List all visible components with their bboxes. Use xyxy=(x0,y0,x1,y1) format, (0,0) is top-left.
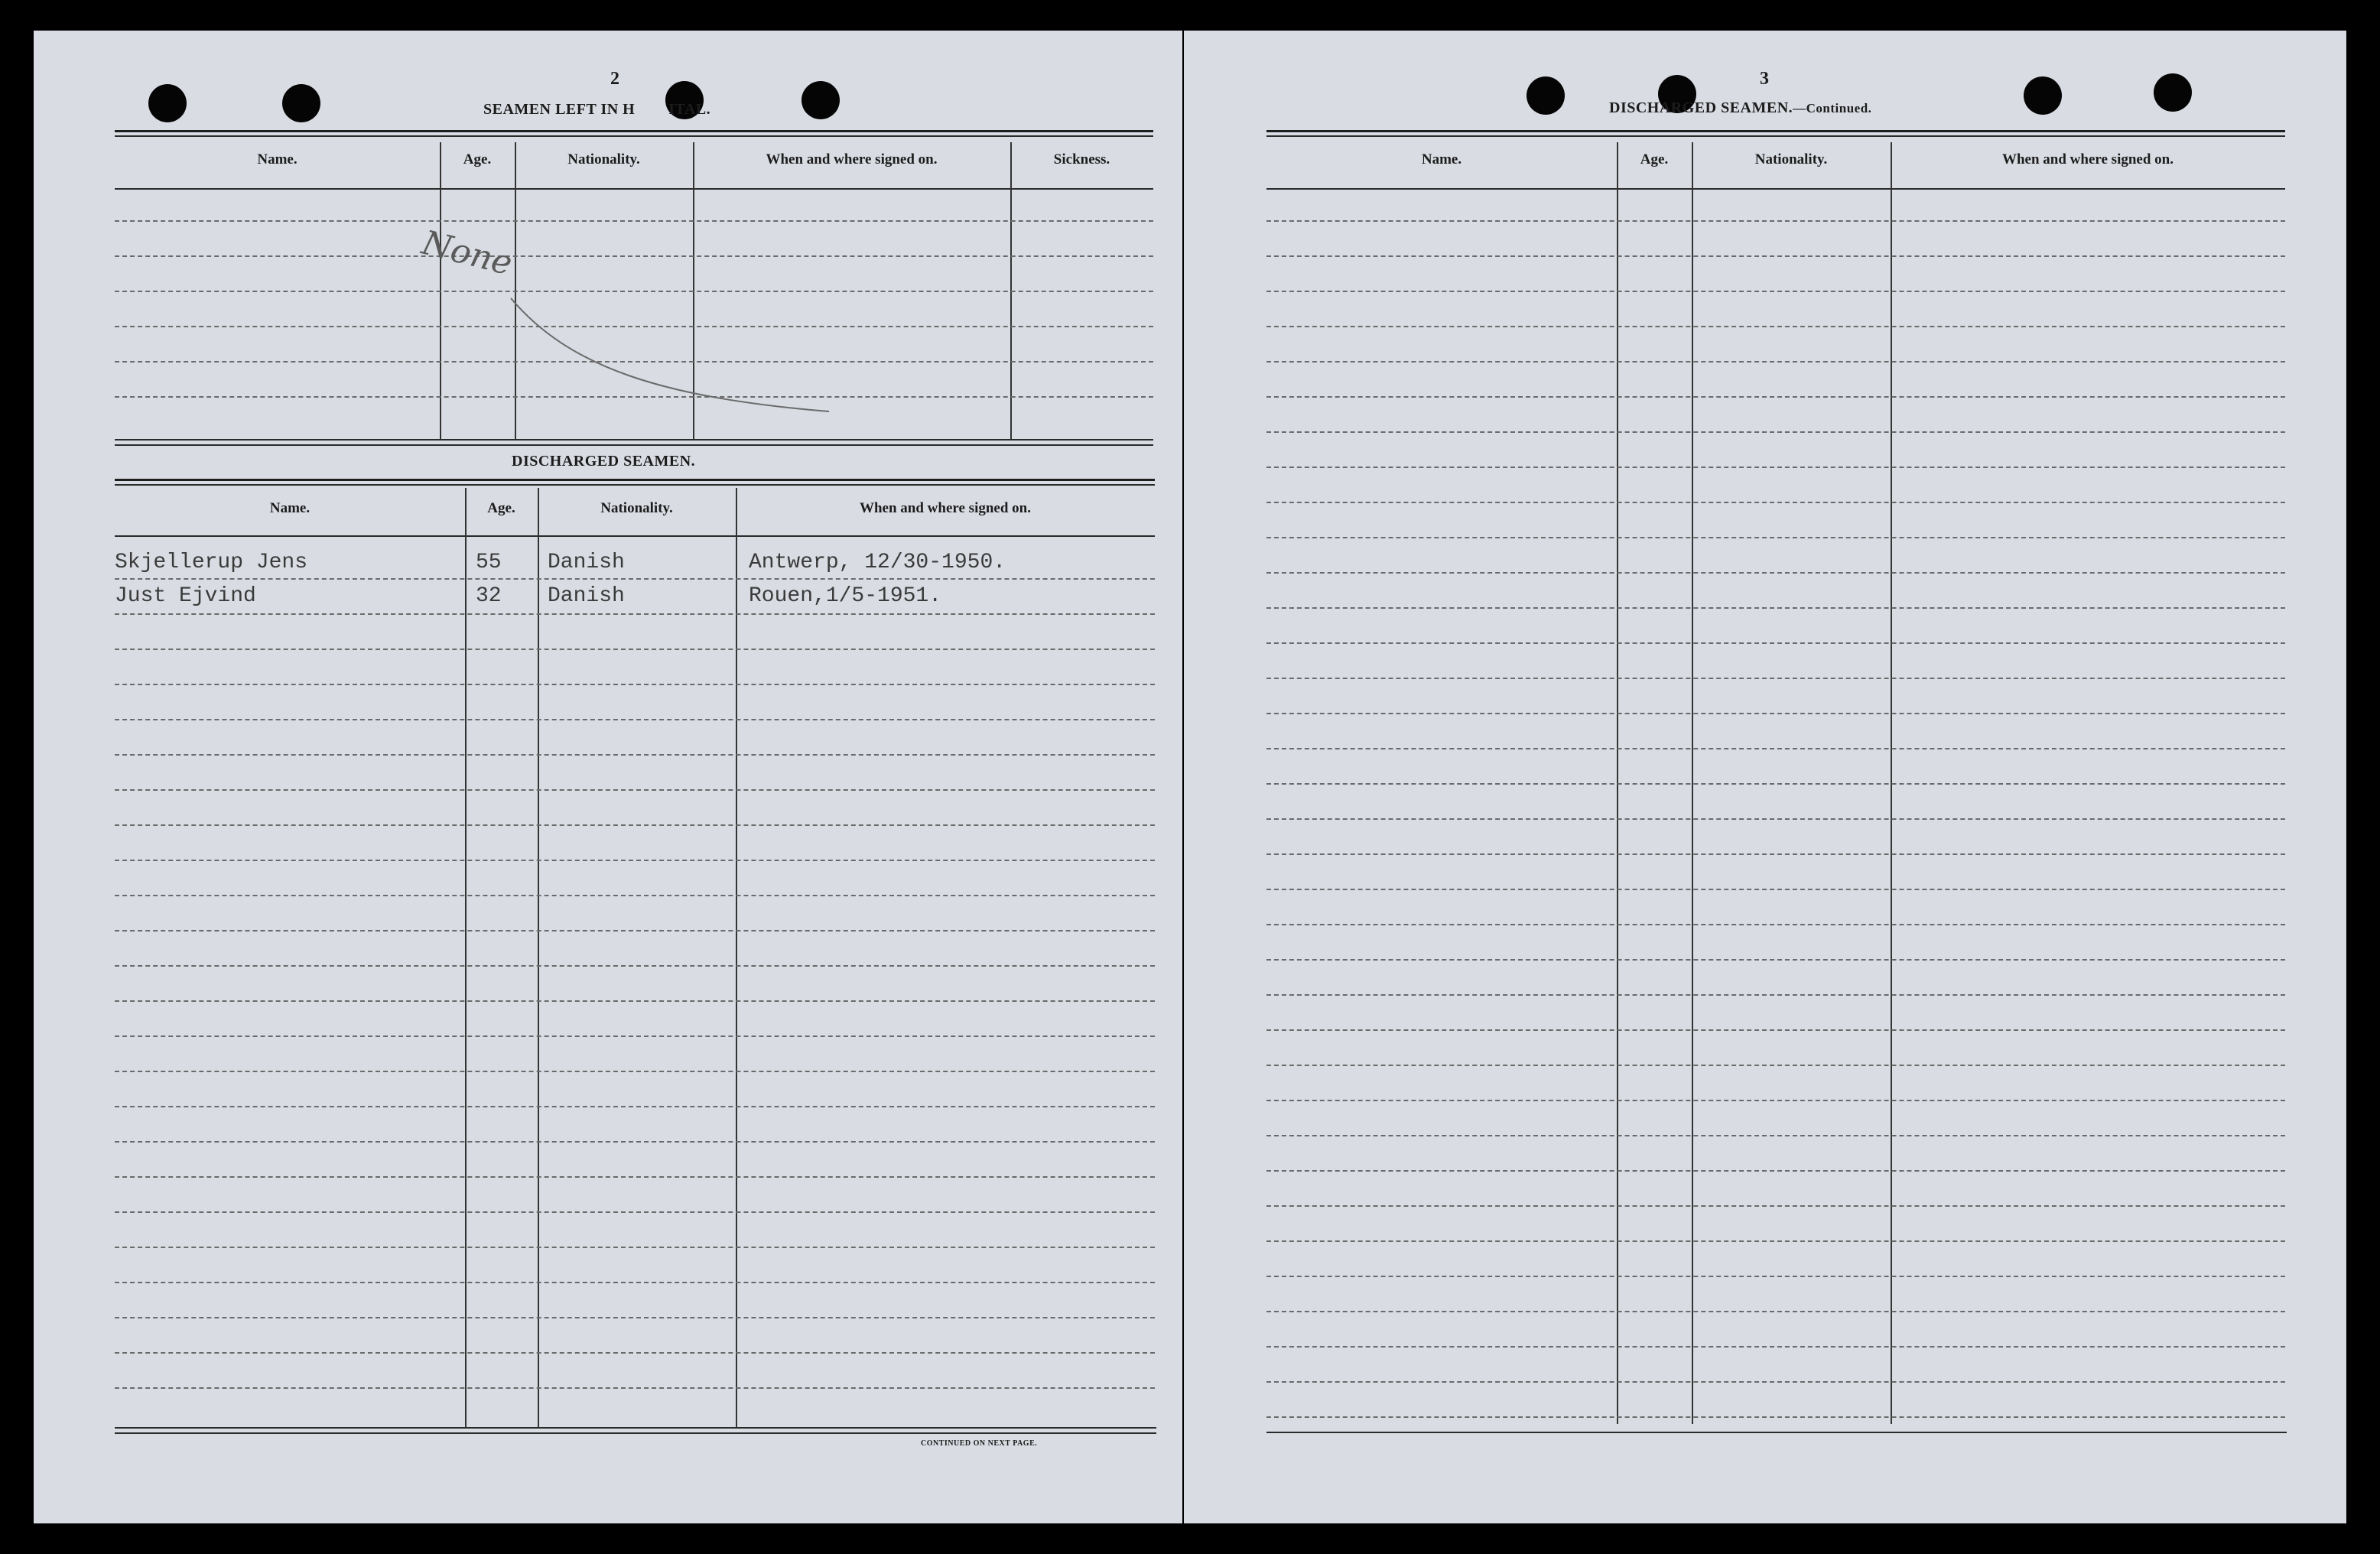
discharged-section-title: DISCHARGED SEAMEN. xyxy=(512,453,696,470)
ruled-line xyxy=(1266,220,2285,222)
hospital-section-title xyxy=(483,101,710,119)
handwritten-strike-line xyxy=(508,283,837,421)
ruled-line xyxy=(1266,1240,2285,1242)
ruled-line xyxy=(1266,537,2285,538)
discharged-bottom-rule-2 xyxy=(115,1432,1156,1434)
left-page xyxy=(34,31,1182,1523)
table-row-2-name: Just Ejvind xyxy=(115,584,256,608)
discharged-col-name: Name. xyxy=(269,500,311,516)
table-row-1-nationality: Danish xyxy=(548,551,625,574)
ruled-line xyxy=(1266,361,2285,362)
ruled-line xyxy=(1266,994,2285,996)
ruled-line xyxy=(1266,255,2285,257)
ruled-line xyxy=(1266,502,2285,503)
table-row-1-name: Skjellerup Jens xyxy=(115,551,308,574)
ruled-line xyxy=(1266,642,2285,644)
right-col-signed-on: When and where signed on. xyxy=(2001,151,2174,167)
ruled-line xyxy=(115,754,1155,756)
hospital-top-rule-2 xyxy=(115,135,1153,137)
ruled-line xyxy=(1266,1100,2285,1101)
ruled-line xyxy=(115,719,1155,720)
table-row-2-signed-on: Rouen,1/5-1951. xyxy=(749,584,942,608)
ruled-line xyxy=(1266,1346,2285,1348)
ruled-line xyxy=(115,1282,1155,1283)
right-top-rule-2 xyxy=(1266,135,2285,137)
right-col-age: Age. xyxy=(1640,151,1669,167)
discharged-top-rule-2 xyxy=(115,484,1155,486)
discharged-col-signed-on: When and where signed on. xyxy=(859,500,1031,516)
right-col-name: Name. xyxy=(1421,151,1462,167)
hospital-header-rule xyxy=(115,188,1153,190)
ruled-line xyxy=(1266,713,2285,714)
punch-hole-icon xyxy=(148,84,187,122)
right-header-rule xyxy=(1266,188,2285,190)
punch-hole-icon xyxy=(1527,76,1565,115)
handwritten-none-note: None xyxy=(418,223,516,284)
ruled-line xyxy=(1266,1065,2285,1066)
punch-hole-icon xyxy=(2154,73,2192,112)
ruled-line xyxy=(1266,1029,2285,1031)
continued-note: CONTINUED ON NEXT PAGE. xyxy=(921,1439,1038,1448)
ruled-line xyxy=(1266,572,2285,574)
ruled-line xyxy=(115,1211,1155,1213)
ruled-line xyxy=(115,649,1155,650)
hospital-col-age: Age. xyxy=(463,151,492,167)
hospital-title-end: ITAL. xyxy=(668,101,711,118)
hospital-title-start: SEAMEN LEFT IN H xyxy=(483,101,636,118)
table-row-2-nationality: Danish xyxy=(548,584,625,608)
hospital-col-sickness: Sickness. xyxy=(1053,151,1110,167)
ruled-line xyxy=(1266,1311,2285,1312)
ruled-line xyxy=(115,1352,1155,1354)
right-col-nationality: Nationality. xyxy=(1754,151,1828,167)
discharged-col-nationality: Nationality. xyxy=(600,500,673,516)
right-title-suffix: —Continued. xyxy=(1793,101,1872,115)
hospital-bottom-rule xyxy=(115,439,1153,441)
ruled-line xyxy=(1266,959,2285,961)
ruled-line xyxy=(1266,748,2285,749)
ruled-line xyxy=(1266,326,2285,327)
punch-hole-icon xyxy=(801,81,840,119)
hospital-col-nationality: Nationality. xyxy=(567,151,640,167)
discharged-top-rule xyxy=(115,479,1155,481)
ruled-line xyxy=(1266,889,2285,890)
punch-hole-icon xyxy=(2024,76,2062,115)
ruled-line xyxy=(1266,924,2285,925)
hospital-col-signed-on: When and where signed on. xyxy=(766,151,938,167)
right-page xyxy=(1184,31,2346,1523)
hospital-bottom-rule-2 xyxy=(115,444,1153,446)
discharged-col-divider xyxy=(465,488,467,1427)
ruled-line xyxy=(115,1387,1155,1389)
ruled-line xyxy=(1266,1135,2285,1136)
right-page-title xyxy=(1609,99,1871,117)
ruled-line xyxy=(1266,607,2285,609)
hospital-top-rule xyxy=(115,130,1153,132)
ruled-line xyxy=(1266,853,2285,855)
ruled-line xyxy=(115,684,1155,685)
ruled-line xyxy=(115,1141,1155,1143)
table-row-2-age: 32 xyxy=(476,584,502,608)
ruled-line xyxy=(1266,1170,2285,1172)
ruled-line xyxy=(115,1317,1155,1318)
ruled-line xyxy=(115,1071,1155,1072)
ruled-line xyxy=(1266,396,2285,398)
ruled-line xyxy=(1266,783,2285,785)
right-title-main: DISCHARGED SEAMEN. xyxy=(1609,99,1793,116)
ruled-line xyxy=(115,895,1155,896)
ruled-line xyxy=(1266,678,2285,679)
page-number: 2 xyxy=(610,69,619,89)
ruled-line xyxy=(115,1247,1155,1248)
right-bottom-rule xyxy=(1266,1432,2287,1433)
ruled-line xyxy=(1266,291,2285,292)
discharged-header-rule xyxy=(115,535,1155,537)
ruled-line xyxy=(115,965,1155,967)
punch-hole-icon xyxy=(282,84,320,122)
discharged-col-divider xyxy=(538,488,539,1427)
ruled-line xyxy=(115,1176,1155,1178)
ruled-line xyxy=(1266,818,2285,820)
table-row-1-signed-on: Antwerp, 12/30-1950. xyxy=(749,551,1006,574)
discharged-col-divider xyxy=(736,488,737,1427)
ruled-line xyxy=(1266,1416,2285,1418)
ruled-line xyxy=(115,613,1155,615)
hospital-col-name: Name. xyxy=(257,151,298,167)
ruled-line xyxy=(1266,1205,2285,1207)
ruled-line xyxy=(1266,1276,2285,1277)
ruled-line xyxy=(115,220,1153,222)
right-top-rule xyxy=(1266,130,2285,132)
table-row-1-age: 55 xyxy=(476,551,502,574)
ruled-line xyxy=(115,930,1155,931)
ruled-line xyxy=(115,1035,1155,1037)
discharged-col-age: Age. xyxy=(487,500,515,516)
ruled-line xyxy=(115,1106,1155,1107)
ruled-line xyxy=(1266,431,2285,433)
ruled-line xyxy=(115,860,1155,861)
page-number: 3 xyxy=(1760,69,1769,89)
discharged-bottom-rule xyxy=(115,1427,1156,1429)
ruled-line xyxy=(115,824,1155,826)
ruled-line xyxy=(115,578,1155,580)
ruled-line xyxy=(115,1000,1155,1002)
ruled-line xyxy=(1266,1381,2285,1383)
ruled-line xyxy=(115,255,1153,257)
ruled-line xyxy=(1266,467,2285,468)
ruled-line xyxy=(115,789,1155,791)
